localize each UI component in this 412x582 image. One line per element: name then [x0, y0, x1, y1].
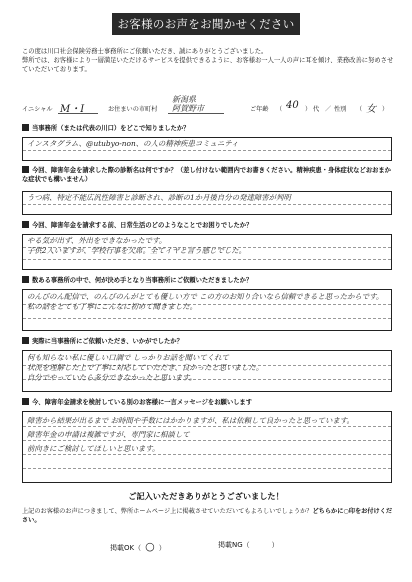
publish-ng-option[interactable] [218, 540, 279, 550]
question-4-text: 数ある事務所の中で、何が決め手となり当事務所にご依頼いただきましたか？ [32, 277, 253, 284]
bullet-icon [22, 398, 29, 405]
publish-ok-close: ） [158, 544, 166, 552]
sex-open-bracket: （ [356, 106, 363, 113]
city-label: お住まいの市町村 [108, 106, 158, 113]
ruled-line [23, 259, 391, 260]
thanks-message: ご記入いただきありがとうございました！ [128, 491, 284, 501]
permission-instruction: どちらかに○印をお付けください。 [22, 508, 393, 525]
publish-ok-mark[interactable]: ○ [145, 540, 155, 553]
ruled-line [23, 204, 391, 205]
question-1 [22, 124, 394, 134]
bullet-icon [22, 124, 29, 131]
answer-box-2[interactable] [22, 191, 392, 215]
age-open-bracket: （ [276, 106, 283, 113]
age-suffix: 代 [313, 106, 320, 113]
question-1-text: 当事務所（または代表の川口）をどこで知りましたか？ [32, 125, 190, 132]
answer-4-text: のんびのん配信で、のんびのんがとても優しい方で この方のお知り合いなら信頼できると思ったからです。 私の話をとても丁寧にこんなに初めて聞きました。 [27, 292, 384, 311]
separator: ／ [325, 106, 332, 113]
question-6 [22, 398, 394, 408]
answer-box-5[interactable] [22, 350, 392, 392]
bullet-icon [22, 221, 29, 228]
page-title: お客様のお声をお聞かせください [112, 13, 300, 35]
publish-ng-label: 掲載NG（ [218, 541, 250, 549]
question-5-text: 実際に当事務所にご依頼いただき、いかがでしたか？ [32, 338, 183, 345]
city-value-line1[interactable]: 新潟県 [172, 95, 196, 104]
answer-box-3[interactable] [22, 234, 392, 270]
bullet-icon [22, 276, 29, 283]
bullet-icon [22, 337, 29, 344]
question-4 [22, 276, 394, 286]
ruled-line [23, 468, 391, 469]
intro-paragraph-1: この度は川口社会保険労務士事務所にご依頼いただき、誠にありがとうございました。 [22, 48, 268, 55]
age-close-bracket: ） [305, 106, 312, 113]
sex-value[interactable]: 女 [366, 104, 376, 115]
answer-5-text: 何も知らない私に優しい口調で しっかりお話を聞いてくれて 状況を理解した上で丁寧に対応していただき、良かったと思いました。 自分でやっていたら多分できなかったと思います。 [27, 353, 264, 382]
ruled-line [23, 318, 391, 319]
answer-6-text: 障害から結果が出るまで お時間や手数にはかかりますが、私は依頼して良かったと思っています。 障害年金の申請は複雑ですが、専門家に相談して 前向きにご検討してほしいと思います。 [27, 416, 354, 453]
question-6-text: 今、障害年金請求を検討している別のお客様に一言メッセージをお願いします [32, 399, 253, 406]
question-5 [22, 337, 394, 347]
question-3 [22, 221, 394, 231]
city-underline [168, 113, 224, 114]
ruled-line [23, 150, 391, 151]
answer-3-text: やる気が出ず、外出をできなかったです。 子供2人いますが、学校行事を欠席。全てイヤと言う感じでした。 [27, 236, 247, 255]
initial-label: イニシャル [22, 106, 53, 113]
question-2 [22, 166, 394, 184]
answer-box-6[interactable] [22, 411, 392, 483]
permission-question: 上記のお客様のお声につきまして、弊所ホームページ上に掲載させていただいてもよろしいでしょうか？ [22, 508, 313, 515]
question-2-text: 今回、障害年金を請求した際の診断名は何ですか？（差し付けない範囲内でお書きください。精神疾患・身体症状などおおまかな症状でも構いません） [22, 167, 391, 183]
answer-1-text: インスタグラム、@utubyo-non、の人の精神疾患コミュニティ [27, 139, 239, 148]
intro-paragraph-2: 弊所では、お客様により一層満足いただけるサービスを提供できるように、お客様お一人一人の声に耳を傾け、業務改善に努めさせていただいております。 [22, 57, 394, 74]
publish-ok-option[interactable] [110, 540, 166, 553]
sex-label: 性別 [334, 106, 347, 113]
initial-underline [58, 113, 98, 114]
respondent-info [22, 95, 394, 118]
answer-box-4[interactable] [22, 289, 392, 331]
publication-permission [22, 507, 394, 525]
intro-text [22, 47, 394, 75]
answer-box-1[interactable] [22, 137, 392, 161]
question-3-text: 今回、障害年金を請求する前、日常生活のどのようなことでお困りでしたか？ [32, 222, 253, 229]
bullet-icon [22, 166, 29, 173]
publish-ok-label: 掲載OK（ [110, 544, 142, 552]
age-label: ご年齢 [250, 106, 269, 113]
sex-close-bracket: ） [382, 106, 389, 113]
age-value[interactable]: 40 [286, 100, 299, 111]
initial-value[interactable]: M・I [60, 104, 85, 115]
city-value-line2[interactable]: 阿賀野市 [172, 104, 204, 113]
publish-ng-close: ） [271, 541, 279, 549]
answer-2-text: うつ病、特定不能広汎性障害と診断され、診断の1か月後自分の発達障害が判明 [27, 193, 291, 202]
